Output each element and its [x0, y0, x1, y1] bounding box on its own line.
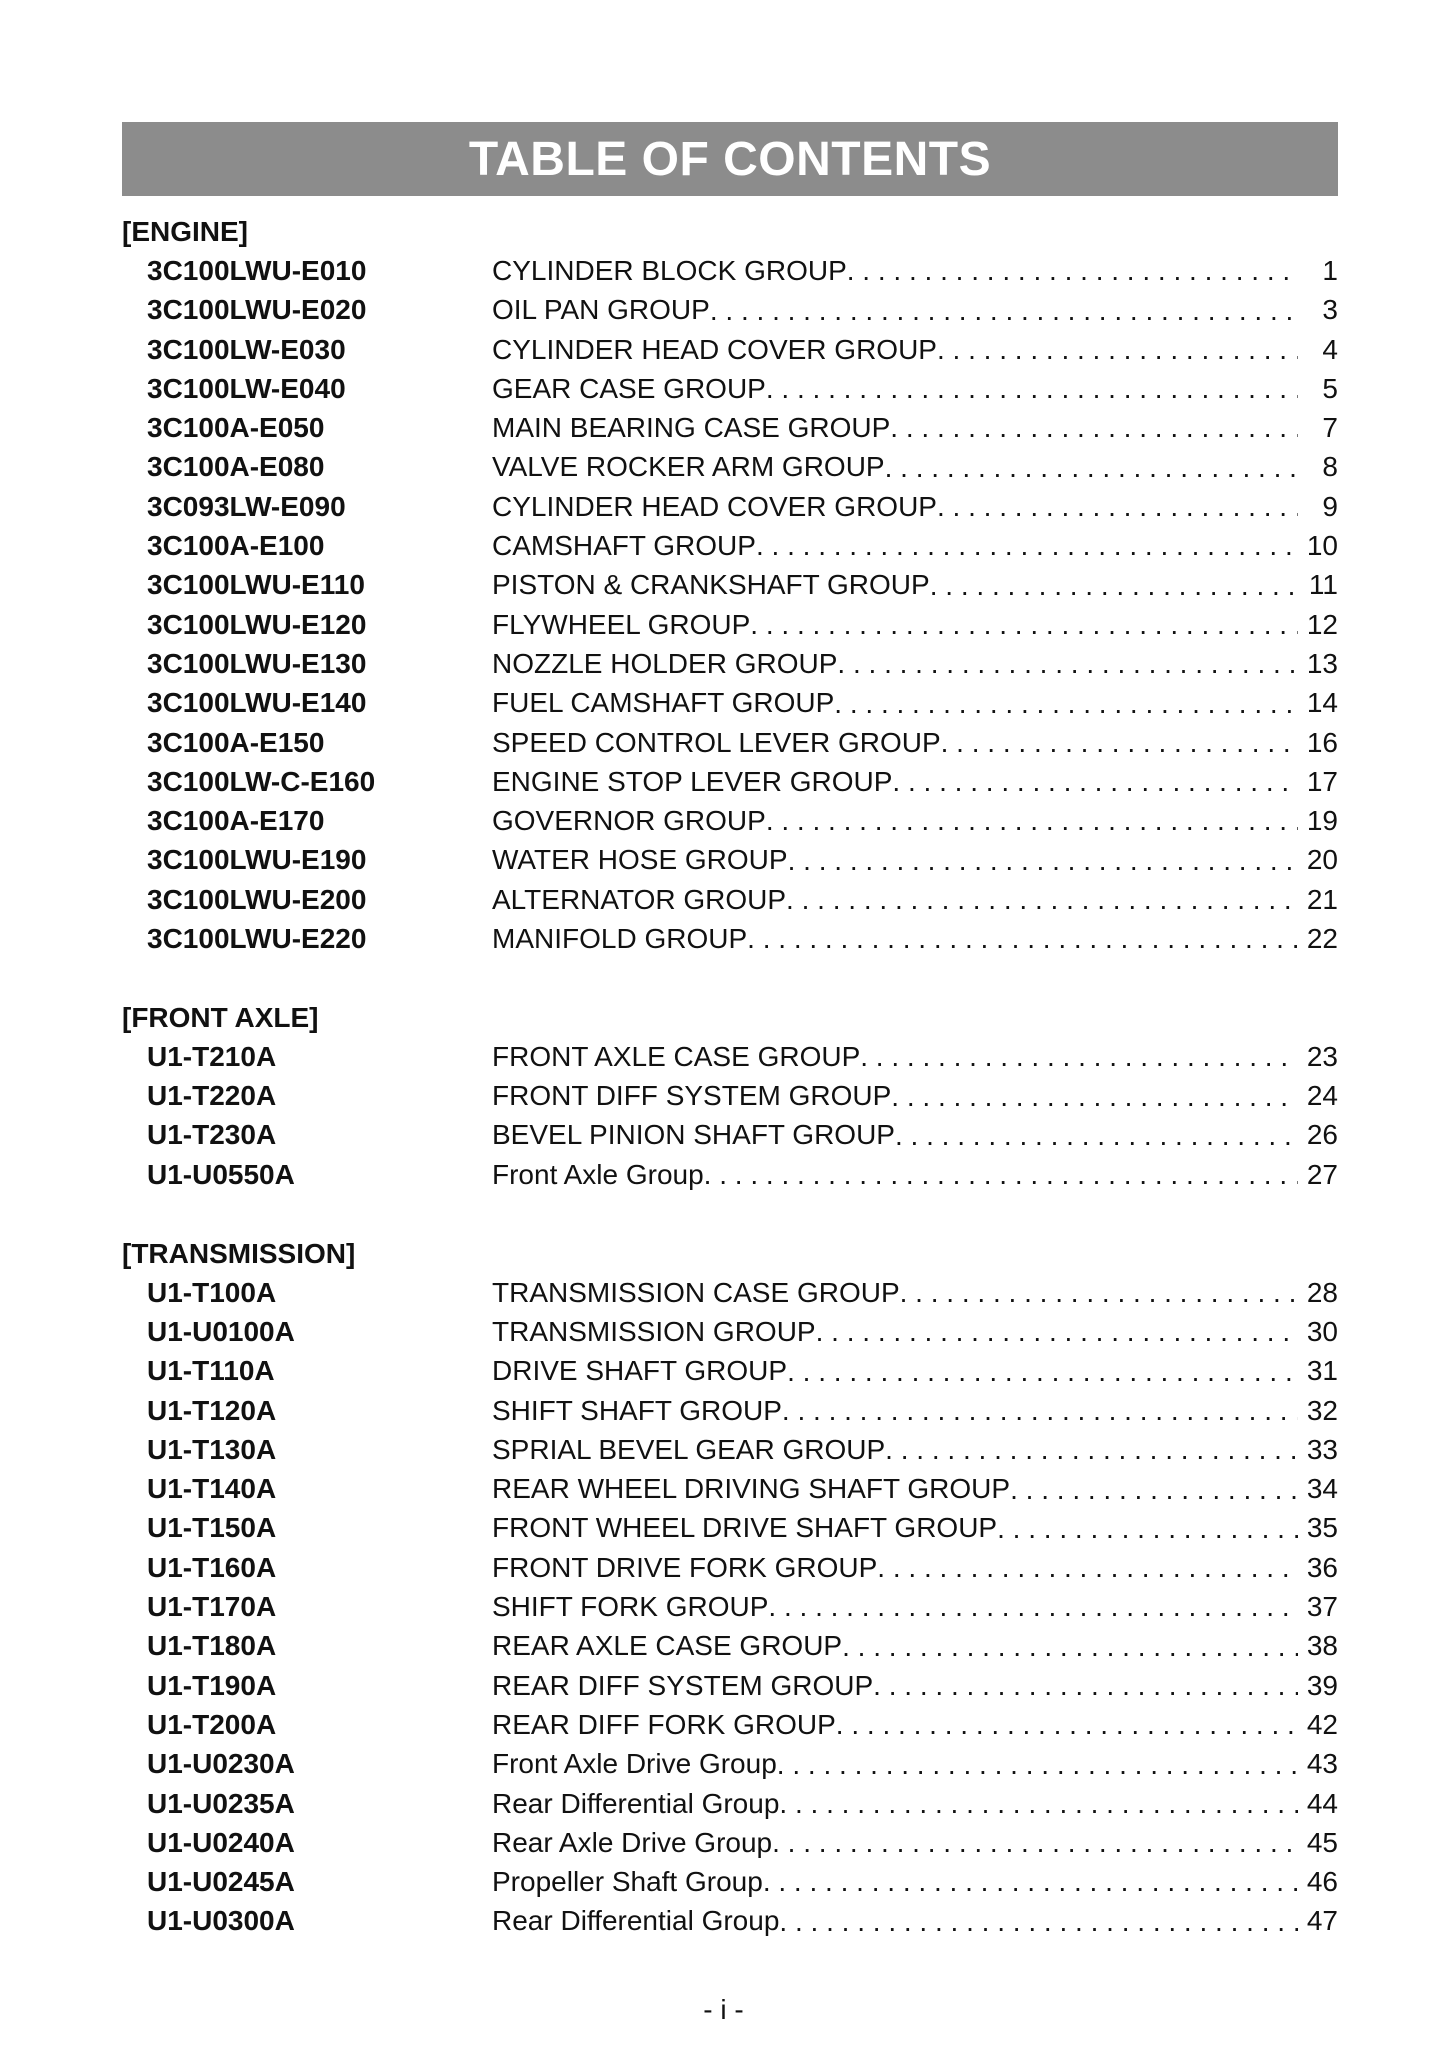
entry-code: U1-T230A [147, 1119, 277, 1151]
entry-code: U1-T190A [147, 1669, 277, 1701]
toc-entry[interactable] [122, 1902, 1338, 1941]
entry-title: Propeller Shaft Group [492, 1866, 763, 1898]
dot-leader [747, 919, 1298, 958]
entry-title: Front Axle Drive Group [492, 1748, 777, 1780]
entry-code: U1-U0550A [147, 1158, 295, 1190]
entry-page-number: 20 [1306, 844, 1338, 876]
entry-page-number: 28 [1306, 1276, 1338, 1308]
entry-code: U1-U0230A [147, 1748, 295, 1780]
entry-code: U1-T170A [147, 1591, 277, 1623]
entry-title: ALTERNATOR GROUP [492, 883, 787, 915]
toc-entry[interactable] [122, 1312, 1338, 1351]
dot-leader [892, 762, 1298, 801]
entry-code: 3C100A-E150 [147, 726, 325, 758]
entry-title: CYLINDER HEAD COVER GROUP [492, 490, 937, 522]
entry-code: 3C100A-E050 [147, 412, 325, 444]
entry-title: PISTON & CRANKSHAFT GROUP [492, 569, 930, 601]
entry-title: GEAR CASE GROUP [492, 372, 766, 404]
entry-code: 3C100A-E080 [147, 451, 325, 483]
dot-leader [782, 1391, 1298, 1430]
toc-entry[interactable] [122, 487, 1338, 526]
entry-title: Rear Differential Group [492, 1905, 780, 1937]
entry-title: MAIN BEARING CASE GROUP [492, 412, 891, 444]
dot-leader [1010, 1470, 1298, 1509]
dot-leader [777, 1745, 1298, 1784]
section-heading: [TRANSMISSION] [122, 1237, 356, 1269]
toc-entry[interactable] [122, 566, 1338, 605]
entry-title: GOVERNOR GROUP [492, 805, 766, 837]
dot-leader [941, 723, 1298, 762]
entry-page-number: 43 [1306, 1748, 1338, 1780]
dot-leader [787, 1352, 1298, 1391]
dot-leader [766, 369, 1298, 408]
section-spacer [122, 1194, 1338, 1233]
entry-page-number: 9 [1322, 490, 1338, 522]
entry-code: 3C100LW-C-E160 [147, 765, 376, 797]
entry-code: 3C100LWU-E140 [147, 687, 367, 719]
entry-title: BEVEL PINION SHAFT GROUP [492, 1119, 895, 1151]
entry-page-number: 26 [1306, 1119, 1338, 1151]
entry-title: TRANSMISSION CASE GROUP [492, 1276, 900, 1308]
toc-entry[interactable] [122, 1509, 1338, 1548]
entry-code: U1-T160A [147, 1551, 277, 1583]
entry-code: U1-U0100A [147, 1315, 295, 1347]
dot-leader [895, 1116, 1298, 1155]
entry-title: NOZZLE HOLDER GROUP [492, 647, 838, 679]
entry-page-number: 8 [1322, 451, 1338, 483]
dot-leader [756, 526, 1298, 565]
entry-code: U1-U0245A [147, 1866, 295, 1898]
dot-leader [772, 1823, 1298, 1862]
toc-entry[interactable] [122, 801, 1338, 840]
entry-title: CYLINDER HEAD COVER GROUP [492, 333, 937, 365]
toc-entry[interactable] [122, 1273, 1338, 1312]
entry-code: 3C100A-E170 [147, 805, 325, 837]
entry-title: REAR WHEEL DRIVING SHAFT GROUP [492, 1473, 1011, 1505]
entry-title: Rear Differential Group [492, 1787, 780, 1819]
toc-entry[interactable] [122, 526, 1338, 565]
dot-leader [885, 448, 1298, 487]
toc-entry[interactable] [122, 1037, 1338, 1076]
dot-leader [779, 1784, 1298, 1823]
entry-code: 3C100LW-E040 [147, 372, 346, 404]
dot-leader [885, 1430, 1298, 1469]
dot-leader [937, 487, 1298, 526]
toc-entry[interactable] [122, 448, 1338, 487]
dot-leader [834, 684, 1298, 723]
toc-entry[interactable] [122, 1391, 1338, 1430]
dot-leader [766, 801, 1298, 840]
entry-page-number: 44 [1306, 1787, 1338, 1819]
entry-title: OIL PAN GROUP [492, 294, 710, 326]
toc-entry[interactable] [122, 1745, 1338, 1784]
toc-entry[interactable] [122, 880, 1338, 919]
toc-entry[interactable] [122, 684, 1338, 723]
toc-entry[interactable] [122, 762, 1338, 801]
entry-page-number: 1 [1322, 254, 1338, 286]
entry-page-number: 34 [1306, 1473, 1338, 1505]
entry-code: 3C100LWU-E220 [147, 922, 367, 954]
toc-entry[interactable] [122, 291, 1338, 330]
entry-page-number: 32 [1306, 1394, 1338, 1426]
entry-code: 3C100LWU-E010 [147, 254, 367, 286]
page-number-footer: - i - [703, 1994, 744, 2025]
entry-page-number: 16 [1306, 726, 1338, 758]
entry-page-number: 23 [1306, 1040, 1338, 1072]
toc-entry[interactable] [122, 1666, 1338, 1705]
dot-leader [900, 1273, 1298, 1312]
dot-leader [847, 251, 1298, 290]
entry-page-number: 47 [1306, 1905, 1338, 1937]
dot-leader [816, 1312, 1298, 1351]
entry-title: Rear Axle Drive Group [492, 1826, 773, 1858]
dot-leader [937, 330, 1298, 369]
entry-page-number: 4 [1322, 333, 1338, 365]
entry-page-number: 38 [1306, 1630, 1338, 1662]
entry-page-number: 33 [1306, 1433, 1338, 1465]
toc-entry[interactable] [122, 1116, 1338, 1155]
entry-title: REAR AXLE CASE GROUP [492, 1630, 843, 1662]
section-spacer [122, 959, 1338, 998]
entry-page-number: 46 [1306, 1866, 1338, 1898]
entry-title: REAR DIFF FORK GROUP [492, 1708, 836, 1740]
entry-code: 3C100LWU-E020 [147, 294, 367, 326]
toc-entry[interactable] [122, 841, 1338, 880]
dot-leader [836, 1705, 1298, 1744]
entry-code: U1-U0235A [147, 1787, 295, 1819]
entry-code: 3C100LWU-E190 [147, 844, 367, 876]
dot-leader [997, 1509, 1298, 1548]
toc-entry[interactable] [122, 1627, 1338, 1666]
entry-page-number: 27 [1306, 1158, 1338, 1190]
section-heading: [FRONT AXLE] [122, 1001, 319, 1033]
entry-title: WATER HOSE GROUP [492, 844, 788, 876]
dot-leader [873, 1666, 1298, 1705]
entry-title: FLYWHEEL GROUP [492, 608, 751, 640]
toc-entry[interactable] [122, 330, 1338, 369]
entry-page-number: 3 [1322, 294, 1338, 326]
entry-title: SPRIAL BEVEL GEAR GROUP [492, 1433, 886, 1465]
entry-page-number: 22 [1306, 922, 1338, 954]
toc-entry[interactable] [122, 1155, 1338, 1194]
dot-leader [704, 1155, 1298, 1194]
toc-entry[interactable] [122, 1548, 1338, 1587]
entry-code: U1-T220A [147, 1080, 277, 1112]
entry-title: ENGINE STOP LEVER GROUP [492, 765, 893, 797]
table-of-contents [122, 212, 1338, 1941]
entry-title: DRIVE SHAFT GROUP [492, 1355, 788, 1387]
entry-title: FRONT DIFF SYSTEM GROUP [492, 1080, 892, 1112]
entry-title: FUEL CAMSHAFT GROUP [492, 687, 835, 719]
dot-leader [788, 841, 1298, 880]
entry-code: U1-T140A [147, 1473, 277, 1505]
toc-entry[interactable] [122, 369, 1338, 408]
toc-entry[interactable] [122, 1587, 1338, 1626]
entry-page-number: 39 [1306, 1669, 1338, 1701]
dot-leader [837, 644, 1298, 683]
entry-code: 3C100A-E100 [147, 530, 325, 562]
entry-code: U1-T100A [147, 1276, 277, 1308]
entry-title: SPEED CONTROL LEVER GROUP [492, 726, 941, 758]
entry-code: 3C100LWU-E120 [147, 608, 367, 640]
entry-page-number: 12 [1306, 608, 1338, 640]
entry-title: CAMSHAFT GROUP [492, 530, 756, 562]
toc-entry[interactable] [122, 1705, 1338, 1744]
entry-page-number: 21 [1306, 883, 1338, 915]
entry-page-number: 7 [1322, 412, 1338, 444]
page-title: TABLE OF CONTENTS [122, 122, 1338, 196]
entry-title: Front Axle Group [492, 1158, 704, 1190]
entry-page-number: 42 [1306, 1708, 1338, 1740]
entry-code: 3C093LW-E090 [147, 490, 346, 522]
entry-page-number: 24 [1306, 1080, 1338, 1112]
entry-title: MANIFOLD GROUP [492, 922, 748, 954]
toc-entry[interactable] [122, 1862, 1338, 1901]
toc-entry[interactable] [122, 1784, 1338, 1823]
dot-leader [860, 1037, 1298, 1076]
entry-title: FRONT AXLE CASE GROUP [492, 1040, 861, 1072]
entry-page-number: 36 [1306, 1551, 1338, 1583]
toc-entry[interactable] [122, 605, 1338, 644]
toc-entry[interactable] [122, 919, 1338, 958]
dot-leader [890, 408, 1298, 447]
entry-title: SHIFT FORK GROUP [492, 1591, 769, 1623]
entry-code: U1-T200A [147, 1708, 277, 1740]
entry-code: U1-T110A [147, 1355, 275, 1387]
entry-code: 3C100LWU-E130 [147, 647, 367, 679]
entry-code: 3C100LW-E030 [147, 333, 346, 365]
entry-title: FRONT DRIVE FORK GROUP [492, 1551, 878, 1583]
entry-code: U1-T120A [147, 1394, 277, 1426]
entry-page-number: 19 [1306, 805, 1338, 837]
dot-leader [779, 1902, 1298, 1941]
entry-page-number: 45 [1306, 1826, 1338, 1858]
entry-code: U1-T150A [147, 1512, 277, 1544]
entry-code: U1-U0240A [147, 1826, 295, 1858]
entry-title: TRANSMISSION GROUP [492, 1315, 816, 1347]
toc-entry[interactable] [122, 1077, 1338, 1116]
toc-entry[interactable] [122, 1470, 1338, 1509]
entry-page-number: 35 [1306, 1512, 1338, 1544]
entry-page-number: 13 [1306, 647, 1338, 679]
entry-page-number: 30 [1306, 1315, 1338, 1347]
entry-code: U1-T210A [147, 1040, 277, 1072]
entry-code: 3C100LWU-E110 [147, 569, 365, 601]
entry-title: VALVE ROCKER ARM GROUP [492, 451, 885, 483]
entry-title: SHIFT SHAFT GROUP [492, 1394, 782, 1426]
entry-code: U1-U0300A [147, 1905, 295, 1937]
entry-page-number: 37 [1306, 1591, 1338, 1623]
toc-entry[interactable] [122, 644, 1338, 683]
dot-leader [750, 605, 1298, 644]
toc-entry[interactable] [122, 1823, 1338, 1862]
toc-entry[interactable] [122, 408, 1338, 447]
dot-leader [877, 1548, 1298, 1587]
entry-code: U1-T130A [147, 1433, 277, 1465]
entry-page-number: 11 [1308, 569, 1338, 601]
dot-leader [930, 566, 1298, 605]
toc-entry[interactable] [122, 1430, 1338, 1469]
entry-code: 3C100LWU-E200 [147, 883, 367, 915]
entry-page-number: 10 [1306, 530, 1338, 562]
entry-title: FRONT WHEEL DRIVE SHAFT GROUP [492, 1512, 998, 1544]
dot-leader [891, 1077, 1298, 1116]
section-heading: [ENGINE] [122, 216, 248, 247]
dot-leader [710, 291, 1298, 330]
entry-title: CYLINDER BLOCK GROUP [492, 254, 847, 286]
dot-leader [768, 1587, 1298, 1626]
toc-entry[interactable] [122, 251, 1338, 290]
entry-page-number: 17 [1306, 765, 1338, 797]
entry-code: U1-T180A [147, 1630, 277, 1662]
dot-leader [842, 1627, 1298, 1666]
toc-entry[interactable] [122, 1352, 1338, 1391]
toc-entry[interactable] [122, 723, 1338, 762]
entry-page-number: 31 [1306, 1355, 1338, 1387]
entry-page-number: 14 [1306, 687, 1338, 719]
entry-title: REAR DIFF SYSTEM GROUP [492, 1669, 874, 1701]
dot-leader [763, 1862, 1298, 1901]
entry-page-number: 5 [1322, 372, 1338, 404]
dot-leader [786, 880, 1298, 919]
